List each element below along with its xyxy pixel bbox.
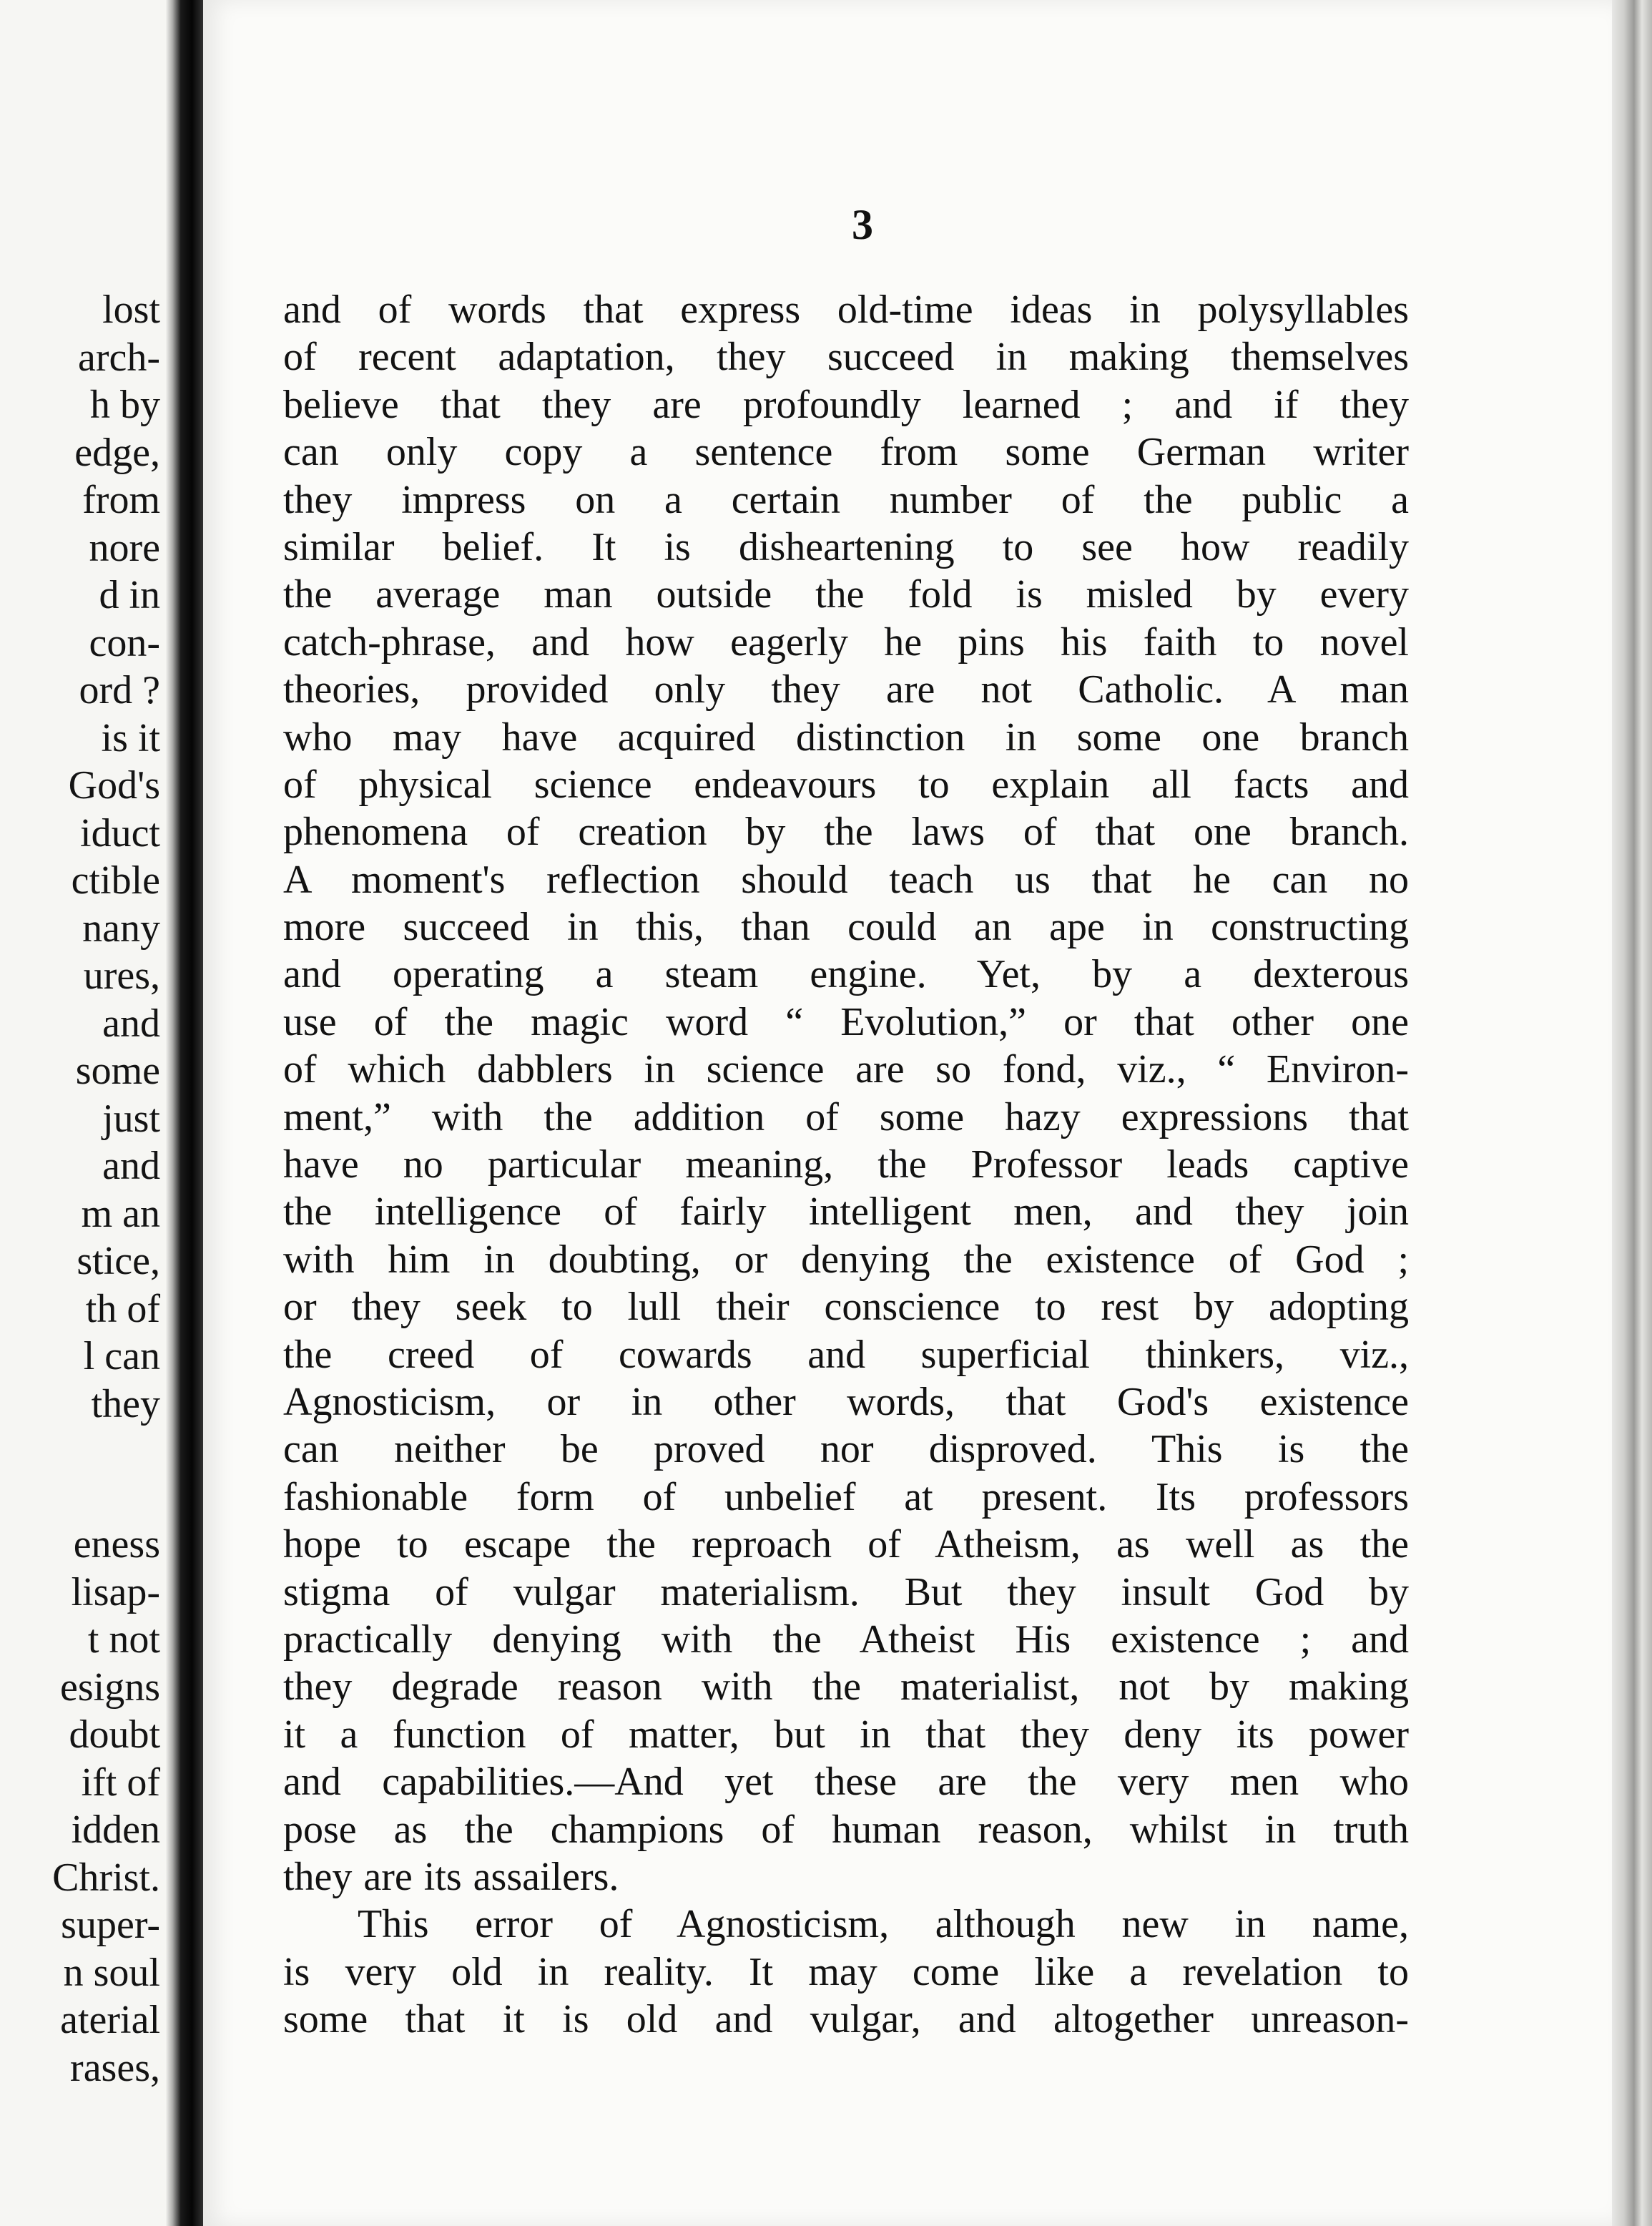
text-line: is it — [101, 715, 160, 760]
text-line: lost — [102, 288, 160, 332]
text-line: ctible — [71, 858, 160, 903]
text-line: practically denying with the Atheist His existence ; and — [283, 1617, 1409, 1662]
text-line: and of words that express old-time ideas in polysyllables — [283, 288, 1409, 332]
book-gutter — [166, 0, 203, 2226]
text-line: and capabilities.—And yet these are the very men who — [283, 1760, 1409, 1805]
text-line: the average man outside the fold is misled by every — [283, 572, 1409, 617]
text-line: phenomena of creation by the laws of that one branch. — [283, 810, 1409, 855]
text-line: nany — [82, 906, 160, 951]
text-line: of which dabblers in science are so fond, viz., “ Environ- — [283, 1047, 1409, 1092]
text-line: ures, — [83, 953, 160, 998]
text-line: hope to escape the reproach of Atheism, as well as the — [283, 1522, 1409, 1567]
text-line: idden — [71, 1808, 160, 1852]
text-line: or they seek to lull their conscience to rest by adopting — [283, 1285, 1409, 1330]
text-line: l can — [83, 1334, 160, 1378]
text-line: aterial — [60, 1998, 160, 2042]
text-line: with him in doubting, or denying the existence of God ; — [283, 1237, 1409, 1282]
paragraph-gap — [3, 1428, 160, 1521]
text-line: can only copy a sentence from some German writer — [283, 430, 1409, 475]
text-line: can neither be proved nor disproved. This is the — [283, 1427, 1409, 1472]
text-line: Christ. — [52, 1855, 160, 1900]
text-line: stigma of vulgar materialism. But they insult God by — [283, 1569, 1409, 1614]
text-line: some that it is old and vulgar, and altogether unreason- — [283, 1997, 1409, 2042]
text-line: the intelligence of fairly intelligent men, and they join — [283, 1190, 1409, 1235]
text-line: similar belief. It is disheartening to see how readily — [283, 524, 1409, 569]
text-line: th of — [85, 1286, 160, 1331]
text-line: more succeed in this, than could an ape in constructing — [283, 905, 1409, 950]
text-line: of physical science endeavours to explain all facts and — [283, 762, 1409, 807]
previous-page-edge — [0, 0, 166, 2226]
body-text — [283, 286, 1409, 2043]
text-line: iduct — [80, 810, 160, 855]
text-line: A moment's reflection should teach us that he can no — [283, 857, 1409, 902]
text-line: have no particular meaning, the Professor leads captive — [283, 1142, 1409, 1187]
text-line: they degrade reason with the materialist, not by making — [283, 1664, 1409, 1710]
text-line: use of the magic word “ Evolution,” or that other one — [283, 999, 1409, 1044]
text-line: stice, — [77, 1239, 160, 1283]
text-line: it a function of matter, but in that they deny its power — [283, 1712, 1409, 1757]
text-line: and operating a steam engine. Yet, by a dexterous — [283, 952, 1409, 997]
text-line: God's — [68, 763, 160, 808]
previous-page-text — [3, 286, 160, 2092]
text-line: believe that they are profoundly learned ; and if they — [283, 382, 1409, 427]
text-line: t not — [87, 1617, 160, 1662]
text-line: This error of Agnosticism, although new in name, — [358, 1902, 1409, 1947]
text-line: lisap- — [71, 1569, 160, 1614]
text-line: ord ? — [79, 668, 160, 712]
text-line: n soul — [63, 1950, 160, 1995]
text-line: d in — [99, 573, 160, 617]
text-line: theories, provided only they are not Catholic. A man — [283, 667, 1409, 712]
text-line: Agnosticism, or in other words, that God's existence — [283, 1379, 1409, 1424]
text-line: nore — [89, 525, 160, 570]
text-line: ift of — [81, 1760, 160, 1805]
text-line: pose as the champions of human reason, whilst in truth — [283, 1807, 1409, 1852]
text-line: from — [82, 478, 160, 522]
text-line: arch- — [77, 335, 160, 380]
text-line: who may have acquired distinction in some one branch — [283, 715, 1409, 760]
text-line: fashionable form of unbelief at present. Its professors — [283, 1474, 1409, 1519]
text-line: they — [91, 1381, 160, 1426]
text-line: of recent adaptation, they succeed in making themselves — [283, 335, 1409, 380]
text-line: they impress on a certain number of the public a — [283, 477, 1409, 522]
page-number: 3 — [852, 201, 873, 248]
text-line: doubt — [69, 1712, 160, 1757]
text-line: rases, — [70, 2045, 160, 2090]
page-stack-edge — [1612, 0, 1652, 2226]
text-line: and — [102, 1144, 160, 1188]
text-line: some — [75, 1049, 160, 1093]
text-line: eness — [73, 1522, 160, 1566]
text-line: h by — [90, 383, 160, 427]
text-line: m an — [81, 1191, 160, 1236]
text-line: the creed of cowards and superficial thinkers, viz., — [283, 1332, 1409, 1377]
text-line: catch-phrase, and how eagerly he pins his faith to novel — [283, 619, 1409, 665]
text-line: and — [102, 1001, 160, 1046]
text-line: esigns — [60, 1664, 160, 1710]
text-line: just — [102, 1096, 160, 1141]
text-line: con- — [89, 620, 160, 665]
text-line: ment,” with the addition of some hazy expressions that — [283, 1094, 1409, 1139]
text-line: they are its assailers. — [283, 1854, 619, 1899]
text-line: is very old in reality. It may come like a revelation to — [283, 1949, 1409, 1994]
text-line: super- — [61, 1903, 160, 1947]
text-line: edge, — [74, 430, 160, 475]
